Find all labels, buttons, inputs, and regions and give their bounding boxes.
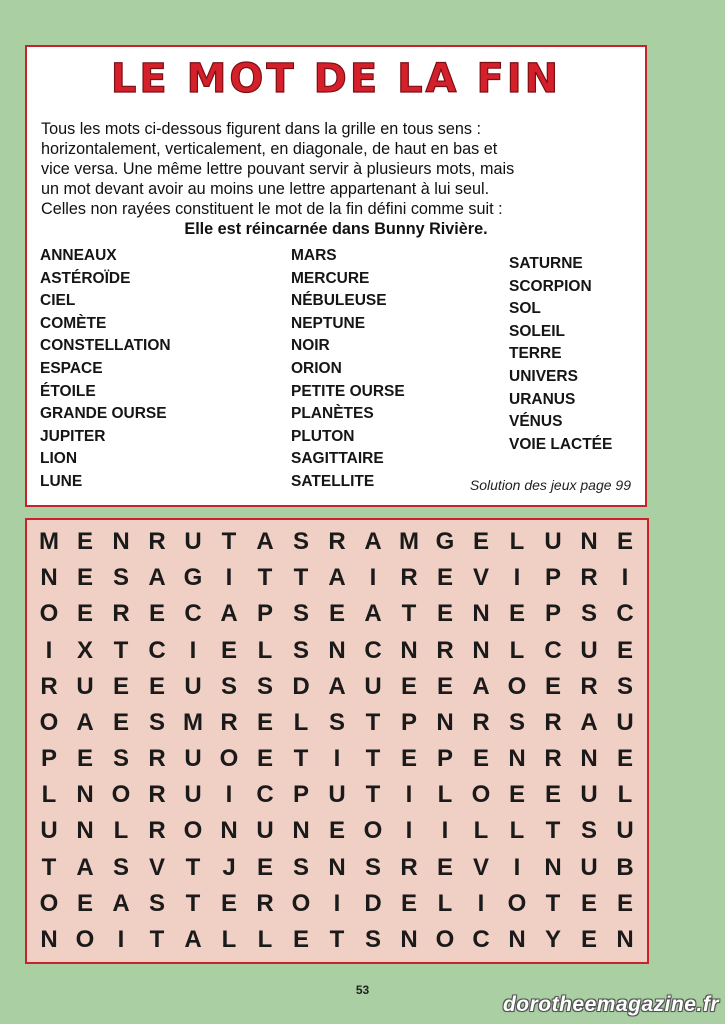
grid-letter: I bbox=[225, 781, 233, 809]
grid-letter: E bbox=[76, 889, 93, 917]
grid-letter: I bbox=[513, 564, 521, 592]
grid-letter: A bbox=[472, 672, 490, 700]
grid-letter: E bbox=[400, 745, 417, 773]
grid-letter: L bbox=[257, 925, 273, 953]
word-item: NÉBULEUSE bbox=[291, 292, 387, 310]
grid-letter: L bbox=[257, 636, 273, 664]
grid-letter: R bbox=[328, 528, 346, 556]
word-item: URANUS bbox=[509, 390, 576, 408]
word-item: NOIR bbox=[291, 337, 330, 355]
grid-letter: A bbox=[364, 528, 382, 556]
grid-letter: V bbox=[148, 853, 165, 881]
word-item: SATELLITE bbox=[291, 472, 375, 490]
grid-letter: E bbox=[400, 889, 417, 917]
grid-letter: O bbox=[39, 708, 59, 736]
grid-letter: E bbox=[76, 745, 93, 773]
grid-letter: R bbox=[544, 745, 562, 773]
grid-letter: E bbox=[436, 564, 453, 592]
grid-letter: I bbox=[441, 817, 449, 845]
intro-line: Celles non rayées constituent le mot de la fin défini comme suit : bbox=[41, 200, 503, 218]
word-item: ESPACE bbox=[40, 359, 103, 377]
grid-letter: P bbox=[40, 745, 57, 773]
grid-letter: N bbox=[220, 817, 238, 845]
word-item: JUPITER bbox=[40, 427, 106, 445]
grid-letter: E bbox=[148, 672, 165, 700]
grid-letter: N bbox=[400, 925, 418, 953]
word-item: CONSTELLATION bbox=[40, 337, 171, 355]
word-item: LUNE bbox=[40, 472, 83, 490]
grid-letter: S bbox=[292, 636, 309, 664]
grid-letter: S bbox=[256, 672, 273, 700]
grid-letter: E bbox=[616, 889, 633, 917]
word-item: VÉNUS bbox=[509, 413, 563, 431]
grid-letter: E bbox=[76, 600, 93, 628]
word-item: ORION bbox=[291, 359, 342, 377]
grid-letter: C bbox=[148, 636, 166, 664]
grid-letter: B bbox=[616, 853, 634, 881]
grid-letter: P bbox=[436, 745, 453, 773]
instructions-text bbox=[41, 119, 631, 239]
grid-letter: T bbox=[545, 817, 561, 845]
grid-letter: U bbox=[184, 745, 202, 773]
word-item: SOL bbox=[509, 300, 541, 318]
grid-letter: C bbox=[616, 600, 634, 628]
grid-letter: N bbox=[580, 745, 598, 773]
word-item: MARS bbox=[291, 247, 337, 264]
grid-letter: U bbox=[76, 672, 94, 700]
grid-letter: O bbox=[75, 925, 95, 953]
grid-letter: S bbox=[112, 564, 129, 592]
grid-letter: U bbox=[184, 528, 202, 556]
grid-letter: O bbox=[219, 745, 239, 773]
grid-letter: L bbox=[437, 781, 453, 809]
solution-note: Solution des jeux page 99 bbox=[469, 477, 631, 493]
intro-line: Tous les mots ci-dessous figurent dans la grille en tous sens : bbox=[41, 120, 481, 138]
grid-letter: R bbox=[580, 564, 598, 592]
grid-letter: V bbox=[472, 564, 489, 592]
word-item: SAGITTAIRE bbox=[291, 450, 384, 468]
page-number: 53 bbox=[355, 983, 370, 997]
grid-letter: A bbox=[76, 853, 94, 881]
grid-letter: E bbox=[580, 925, 597, 953]
word-item: COMÈTE bbox=[40, 314, 107, 332]
grid-letter: S bbox=[364, 853, 381, 881]
grid-letter: M bbox=[39, 528, 59, 556]
grid-letter: E bbox=[112, 708, 129, 736]
grid-letter: T bbox=[185, 889, 201, 917]
grid-letter: O bbox=[183, 817, 203, 845]
grid-letter: E bbox=[616, 528, 633, 556]
grid-letter: E bbox=[112, 672, 129, 700]
grid-letter: N bbox=[400, 636, 418, 664]
grid-letter: N bbox=[472, 636, 490, 664]
grid-letter: N bbox=[472, 600, 490, 628]
grid-letter: E bbox=[508, 600, 525, 628]
grid-letter: L bbox=[41, 781, 57, 809]
grid-letter: O bbox=[507, 889, 527, 917]
grid-letter: S bbox=[292, 853, 309, 881]
grid-letter: E bbox=[256, 853, 273, 881]
grid-letter: U bbox=[184, 781, 202, 809]
grid-letter: S bbox=[328, 708, 345, 736]
grid-letter: L bbox=[221, 925, 237, 953]
word-item: ASTÉROÏDE bbox=[40, 269, 131, 287]
word-item: LION bbox=[40, 450, 78, 468]
grid-letter: S bbox=[148, 889, 165, 917]
grid-letter: I bbox=[189, 636, 197, 664]
watermark: dorotheemagazine.fr bbox=[502, 993, 719, 1016]
grid-letter: O bbox=[291, 889, 311, 917]
grid-letter: I bbox=[513, 853, 521, 881]
grid-letter: E bbox=[508, 781, 525, 809]
word-list-column-2 bbox=[291, 245, 405, 494]
grid-letter: R bbox=[220, 708, 238, 736]
grid-letter: R bbox=[472, 708, 490, 736]
grid-letter: M bbox=[183, 708, 203, 736]
grid-letter: I bbox=[405, 817, 413, 845]
grid-letter: E bbox=[580, 889, 597, 917]
grid-letter: N bbox=[292, 817, 310, 845]
word-search-grid-box bbox=[25, 518, 649, 964]
grid-letter: E bbox=[328, 817, 345, 845]
grid-letter: U bbox=[40, 817, 58, 845]
grid-letter: L bbox=[473, 817, 489, 845]
grid-letter: L bbox=[617, 781, 633, 809]
grid-letter: E bbox=[544, 781, 561, 809]
grid-letter: I bbox=[369, 564, 377, 592]
grid-letter: A bbox=[580, 708, 598, 736]
grid-letter: N bbox=[328, 853, 346, 881]
grid-letter: T bbox=[365, 708, 381, 736]
intro-line: un mot devant avoir au moins une lettre appartenant à lui seul. bbox=[41, 180, 490, 198]
grid-letter: E bbox=[256, 708, 273, 736]
grid-letter: T bbox=[401, 600, 417, 628]
grid-letter: D bbox=[364, 889, 382, 917]
grid-letter: P bbox=[544, 564, 561, 592]
grid-letter: C bbox=[184, 600, 202, 628]
hint-text: Elle est réincarnée dans Bunny Rivière. bbox=[184, 220, 488, 238]
grid-letter: D bbox=[292, 672, 310, 700]
grid-letter: O bbox=[39, 600, 59, 628]
grid-letter: T bbox=[293, 745, 309, 773]
grid-letter: L bbox=[437, 889, 453, 917]
grid-letter: C bbox=[256, 781, 274, 809]
grid-letter: I bbox=[333, 745, 341, 773]
grid-letter: R bbox=[148, 781, 166, 809]
grid-letter: E bbox=[220, 889, 237, 917]
grid-letter: A bbox=[256, 528, 274, 556]
grid-letter: T bbox=[41, 853, 57, 881]
grid-letter: O bbox=[363, 817, 383, 845]
grid-letter: M bbox=[399, 528, 419, 556]
grid-letter: T bbox=[293, 564, 309, 592]
grid-letter: T bbox=[365, 781, 381, 809]
grid-letter: L bbox=[113, 817, 129, 845]
grid-letter: E bbox=[616, 636, 633, 664]
grid-letter: T bbox=[221, 528, 237, 556]
grid-letter: P bbox=[292, 781, 309, 809]
grid-letter: E bbox=[220, 636, 237, 664]
instructions-panel bbox=[25, 45, 647, 507]
grid-letter: E bbox=[472, 528, 489, 556]
word-item: ÉTOILE bbox=[40, 382, 96, 400]
grid-letter: U bbox=[580, 781, 598, 809]
grid-letter: E bbox=[436, 600, 453, 628]
word-item: GRANDE OURSE bbox=[40, 405, 167, 423]
grid-letter: R bbox=[148, 528, 166, 556]
grid-letter: S bbox=[148, 708, 165, 736]
grid-letter: N bbox=[580, 528, 598, 556]
grid-letter: N bbox=[40, 925, 58, 953]
grid-letter: A bbox=[76, 708, 94, 736]
grid-letter: N bbox=[616, 925, 634, 953]
grid-letter: U bbox=[364, 672, 382, 700]
grid-letter: I bbox=[225, 564, 233, 592]
grid-letter: L bbox=[509, 528, 525, 556]
grid-letter: T bbox=[257, 564, 273, 592]
grid-letter: J bbox=[222, 853, 236, 881]
grid-letter: S bbox=[292, 600, 309, 628]
grid-letter: O bbox=[471, 781, 491, 809]
grid-letter: N bbox=[76, 817, 94, 845]
word-item: TERRE bbox=[509, 345, 562, 363]
grid-letter: L bbox=[509, 817, 525, 845]
grid-letter: U bbox=[616, 817, 634, 845]
grid-letter: C bbox=[472, 925, 490, 953]
grid-letter: E bbox=[292, 925, 309, 953]
word-item: ANNEAUX bbox=[40, 247, 117, 264]
grid-letter: N bbox=[76, 781, 94, 809]
grid-letter: S bbox=[292, 528, 309, 556]
grid-letter: S bbox=[112, 745, 129, 773]
word-item: SOLEIL bbox=[509, 322, 565, 340]
grid-letter: R bbox=[400, 853, 418, 881]
grid-letter: R bbox=[256, 889, 274, 917]
word-list-column-1 bbox=[40, 245, 171, 494]
grid-letter: X bbox=[76, 636, 93, 664]
grid-letter: P bbox=[544, 600, 561, 628]
grid-letter: S bbox=[616, 672, 633, 700]
grid-letter: G bbox=[435, 528, 455, 556]
grid-letter: I bbox=[45, 636, 53, 664]
grid-letter: P bbox=[400, 708, 417, 736]
grid-letter: U bbox=[256, 817, 274, 845]
word-item: CIEL bbox=[40, 292, 76, 310]
grid-letter: S bbox=[220, 672, 237, 700]
grid-letter: T bbox=[365, 745, 381, 773]
word-item: PETITE OURSE bbox=[291, 382, 405, 400]
grid-letter: L bbox=[293, 708, 309, 736]
grid-letter: U bbox=[616, 708, 634, 736]
word-item: SCORPION bbox=[509, 277, 592, 295]
grid-letter: O bbox=[39, 889, 59, 917]
grid-letter: N bbox=[544, 853, 562, 881]
grid-letter: L bbox=[509, 636, 525, 664]
word-item: NEPTUNE bbox=[291, 314, 366, 332]
grid-letter: R bbox=[400, 564, 418, 592]
grid-letter: N bbox=[40, 564, 58, 592]
grid-letter: O bbox=[507, 672, 527, 700]
grid-letter: A bbox=[148, 564, 166, 592]
grid-letter: A bbox=[220, 600, 238, 628]
grid-letter: S bbox=[112, 853, 129, 881]
grid-letter: A bbox=[328, 672, 346, 700]
grid-letter: E bbox=[436, 672, 453, 700]
grid-letter: E bbox=[616, 745, 633, 773]
grid-letter: N bbox=[112, 528, 130, 556]
grid-letter: C bbox=[544, 636, 562, 664]
intro-line: vice versa. Une même lettre pouvant servir à plusieurs mots, mais bbox=[41, 160, 515, 178]
grid-letter: S bbox=[580, 600, 597, 628]
grid-letter: I bbox=[405, 781, 413, 809]
grid-letter: O bbox=[435, 925, 455, 953]
grid-letter: R bbox=[148, 745, 166, 773]
grid-letter: T bbox=[149, 925, 165, 953]
grid-letter: U bbox=[328, 781, 346, 809]
word-list-column-3 bbox=[509, 253, 612, 456]
page-title: LE MOT DE LA FIN bbox=[110, 56, 562, 102]
grid-letter: N bbox=[508, 925, 526, 953]
grid-letter: E bbox=[400, 672, 417, 700]
grid-letter: R bbox=[112, 600, 130, 628]
grid-letter: N bbox=[328, 636, 346, 664]
grid-letter: E bbox=[328, 600, 345, 628]
word-item: PLANÈTES bbox=[291, 405, 374, 423]
grid-letter: N bbox=[508, 745, 526, 773]
grid-letter: S bbox=[580, 817, 597, 845]
grid-letter: T bbox=[329, 925, 345, 953]
grid-letter: A bbox=[184, 925, 202, 953]
grid-letter: E bbox=[472, 745, 489, 773]
grid-letter: Y bbox=[544, 925, 561, 953]
grid-letter: R bbox=[544, 708, 562, 736]
grid-letter: T bbox=[113, 636, 129, 664]
grid-letter: U bbox=[544, 528, 562, 556]
grid-letter: C bbox=[364, 636, 382, 664]
grid-letter: I bbox=[621, 564, 629, 592]
grid-letter: U bbox=[580, 853, 598, 881]
grid-letter: T bbox=[545, 889, 561, 917]
grid-letter: U bbox=[580, 636, 598, 664]
word-search-grid bbox=[31, 524, 643, 958]
grid-letter: E bbox=[436, 853, 453, 881]
grid-letter: E bbox=[76, 528, 93, 556]
word-item: UNIVERS bbox=[509, 367, 578, 385]
grid-letter: R bbox=[40, 672, 58, 700]
grid-letter: O bbox=[111, 781, 131, 809]
grid-letter: S bbox=[508, 708, 525, 736]
grid-letter: R bbox=[148, 817, 166, 845]
word-item: MERCURE bbox=[291, 269, 370, 287]
grid-letter: N bbox=[436, 708, 454, 736]
grid-letter: E bbox=[76, 564, 93, 592]
grid-letter: P bbox=[256, 600, 273, 628]
grid-letter: E bbox=[148, 600, 165, 628]
word-item: PLUTON bbox=[291, 427, 355, 445]
grid-letter: A bbox=[112, 889, 130, 917]
grid-letter: R bbox=[436, 636, 454, 664]
grid-letter: I bbox=[117, 925, 125, 953]
grid-letter: G bbox=[183, 564, 203, 592]
intro-line: horizontalement, verticalement, en diagonale, de haut en bas et bbox=[41, 140, 498, 158]
grid-letter: R bbox=[580, 672, 598, 700]
word-item: SATURNE bbox=[509, 255, 583, 272]
grid-letter: A bbox=[328, 564, 346, 592]
grid-letter: S bbox=[364, 925, 381, 953]
grid-letter: U bbox=[184, 672, 202, 700]
grid-letter: E bbox=[256, 745, 273, 773]
grid-letter: T bbox=[185, 853, 201, 881]
grid-letter: A bbox=[364, 600, 382, 628]
grid-letter: I bbox=[333, 889, 341, 917]
grid-letter: V bbox=[472, 853, 489, 881]
word-item: VOIE LACTÉE bbox=[509, 435, 613, 453]
grid-letter: I bbox=[477, 889, 485, 917]
grid-letter: E bbox=[544, 672, 561, 700]
